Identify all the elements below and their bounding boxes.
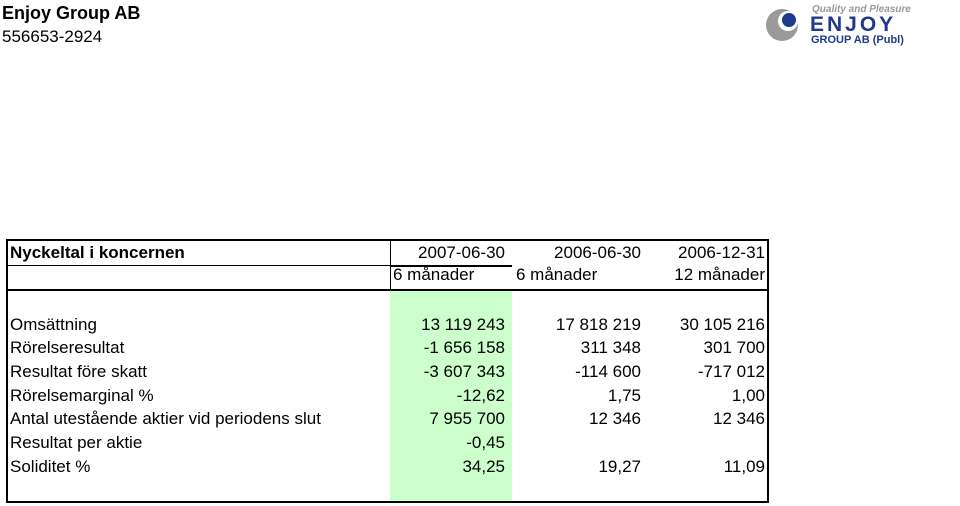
row-label: Rörelsemarginal % <box>10 386 154 405</box>
col3-date: 2006-12-31 <box>678 243 765 262</box>
row-label: Antal utestående aktier vid periodens slut <box>10 409 321 428</box>
row-value: 1,75 <box>607 386 641 405</box>
row-label: Resultat per aktie <box>10 433 143 452</box>
row-value: 34,25 <box>462 457 505 476</box>
col2-date: 2006-06-30 <box>554 243 641 262</box>
table-title: Nyckeltal i koncernen <box>10 243 185 262</box>
row-value: 17 818 219 <box>555 315 641 334</box>
row-value: -717 012 <box>697 362 765 381</box>
row-value: 7 955 700 <box>429 409 505 428</box>
row-label: Soliditet % <box>10 457 91 476</box>
row-value: 12 346 <box>713 409 765 428</box>
key-figures-table <box>6 239 769 503</box>
header-column-divider <box>390 241 391 289</box>
row-value: 311 348 <box>580 338 641 357</box>
header-bottom-rule <box>8 289 767 291</box>
row-value: -3 607 343 <box>423 362 505 381</box>
row-value: -1 656 158 <box>423 338 505 357</box>
header-divider <box>8 265 390 266</box>
logo-sub: GROUP AB (Publ) <box>811 34 904 46</box>
org-number: 556653-2924 <box>2 27 103 46</box>
row-value: -114 600 <box>575 362 641 381</box>
col1-period: 6 månader <box>393 265 475 284</box>
col1-date: 2007-06-30 <box>418 243 505 262</box>
row-value: 1,00 <box>731 386 765 405</box>
row-value: 13 119 243 <box>421 315 505 334</box>
row-value: 301 700 <box>703 338 765 357</box>
row-value: 11,09 <box>723 457 765 476</box>
row-value: 12 346 <box>589 409 641 428</box>
enjoy-logo <box>764 2 960 46</box>
row-value: 30 105 216 <box>679 315 765 334</box>
col3-period: 12 månader <box>674 265 765 284</box>
col2-period: 6 månader <box>516 265 598 284</box>
logo-tagline: Quality and Pleasure <box>812 4 911 15</box>
company-name: Enjoy Group AB <box>2 3 141 23</box>
row-value: -0,45 <box>466 433 505 452</box>
row-label: Omsättning <box>10 315 97 334</box>
row-value: 19,27 <box>598 457 641 476</box>
row-label: Resultat före skatt <box>10 362 148 381</box>
logo-word: ENJOY <box>810 13 897 36</box>
row-value: -12,62 <box>456 386 505 405</box>
row-label: Rörelseresultat <box>10 338 125 357</box>
